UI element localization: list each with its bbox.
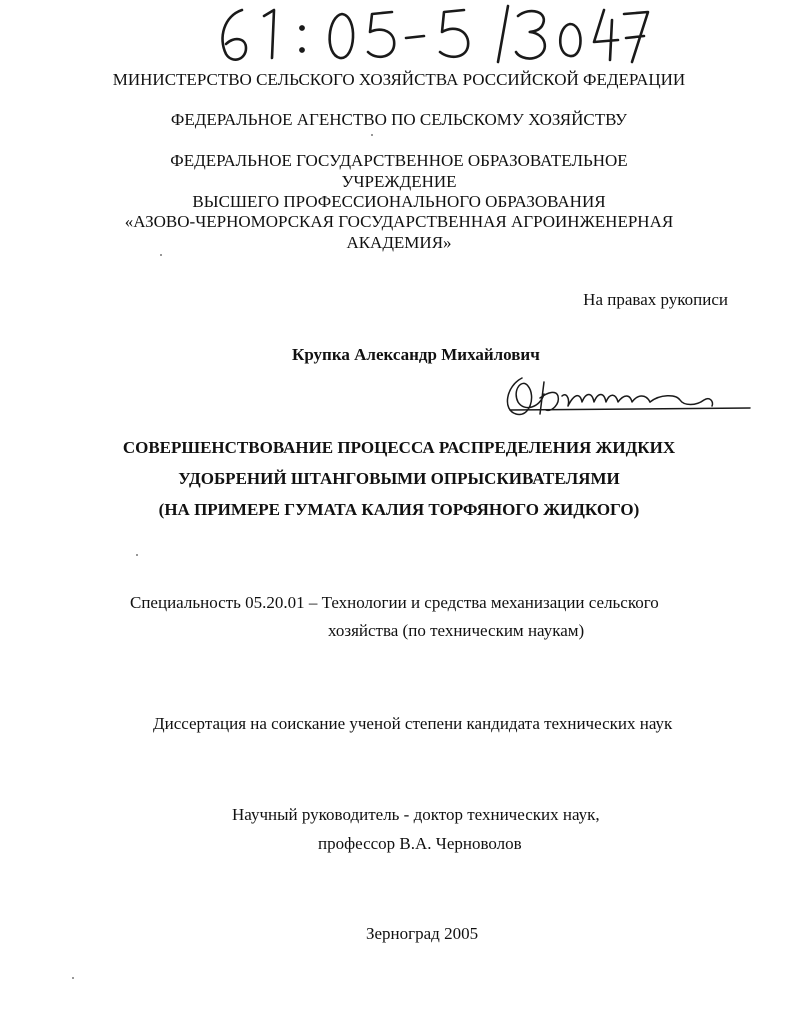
supervisor-line-2: профессор В.А. Черноволов — [318, 834, 522, 853]
institution-line-2: УЧРЕЖДЕНИЕ — [341, 172, 457, 191]
specialty-line-2: хозяйства (по техническим наукам) — [328, 621, 585, 640]
handwritten-code — [212, 2, 652, 66]
manuscript-note: На правах рукописи — [583, 290, 728, 309]
place-year: Зерноград 2005 — [366, 924, 479, 943]
institution-line-3: ВЫСШЕГО ПРОФЕССИОНАЛЬНОГО ОБРАЗОВАНИЯ — [192, 192, 606, 211]
dissertation-statement: Диссертация на соискание ученой степени кандидата технических наук — [153, 714, 673, 733]
scan-speck — [160, 254, 162, 256]
institution-line-5: АКАДЕМИЯ» — [346, 233, 452, 252]
agency-name: ФЕДЕРАЛЬНОЕ АГЕНСТВО ПО СЕЛЬСКОМУ ХОЗЯЙСТВУ — [170, 110, 628, 129]
thesis-title-line-1: СОВЕРШЕНСТВОВАНИЕ ПРОЦЕССА РАСПРЕДЕЛЕНИЯ ЖИДКИХ — [122, 438, 676, 457]
supervisor-line-1: Научный руководитель - доктор технических наук, — [232, 805, 600, 824]
signature — [500, 372, 756, 422]
scan-speck — [371, 134, 373, 136]
specialty-line-1: Специальность 05.20.01 – Технологии и средства механизации сельского — [130, 593, 659, 612]
thesis-title-line-2: УДОБРЕНИЙ ШТАНГОВЫМИ ОПРЫСКИВАТЕЛЯМИ — [178, 469, 620, 488]
ministry-name: МИНИСТЕРСТВО СЕЛЬСКОГО ХОЗЯЙСТВА РОССИЙСКОЙ ФЕДЕРАЦИИ — [112, 70, 686, 89]
svg-text:61:05-5/3047: 61:05-5/3047 — [212, 2, 218, 3]
scan-speck — [72, 977, 74, 979]
scan-speck — [136, 554, 138, 556]
institution-line-4: «АЗОВО-ЧЕРНОМОРСКАЯ ГОСУДАРСТВЕННАЯ АГРОИНЖЕНЕРНАЯ — [124, 212, 674, 231]
author-name: Крупка Александр Михайлович — [292, 345, 540, 364]
institution-line-1: ФЕДЕРАЛЬНОЕ ГОСУДАРСТВЕННОЕ ОБРАЗОВАТЕЛЬНОЕ — [170, 151, 628, 170]
thesis-title-line-3: (НА ПРИМЕРЕ ГУМАТА КАЛИЯ ТОРФЯНОГО ЖИДКОГО) — [158, 500, 640, 519]
